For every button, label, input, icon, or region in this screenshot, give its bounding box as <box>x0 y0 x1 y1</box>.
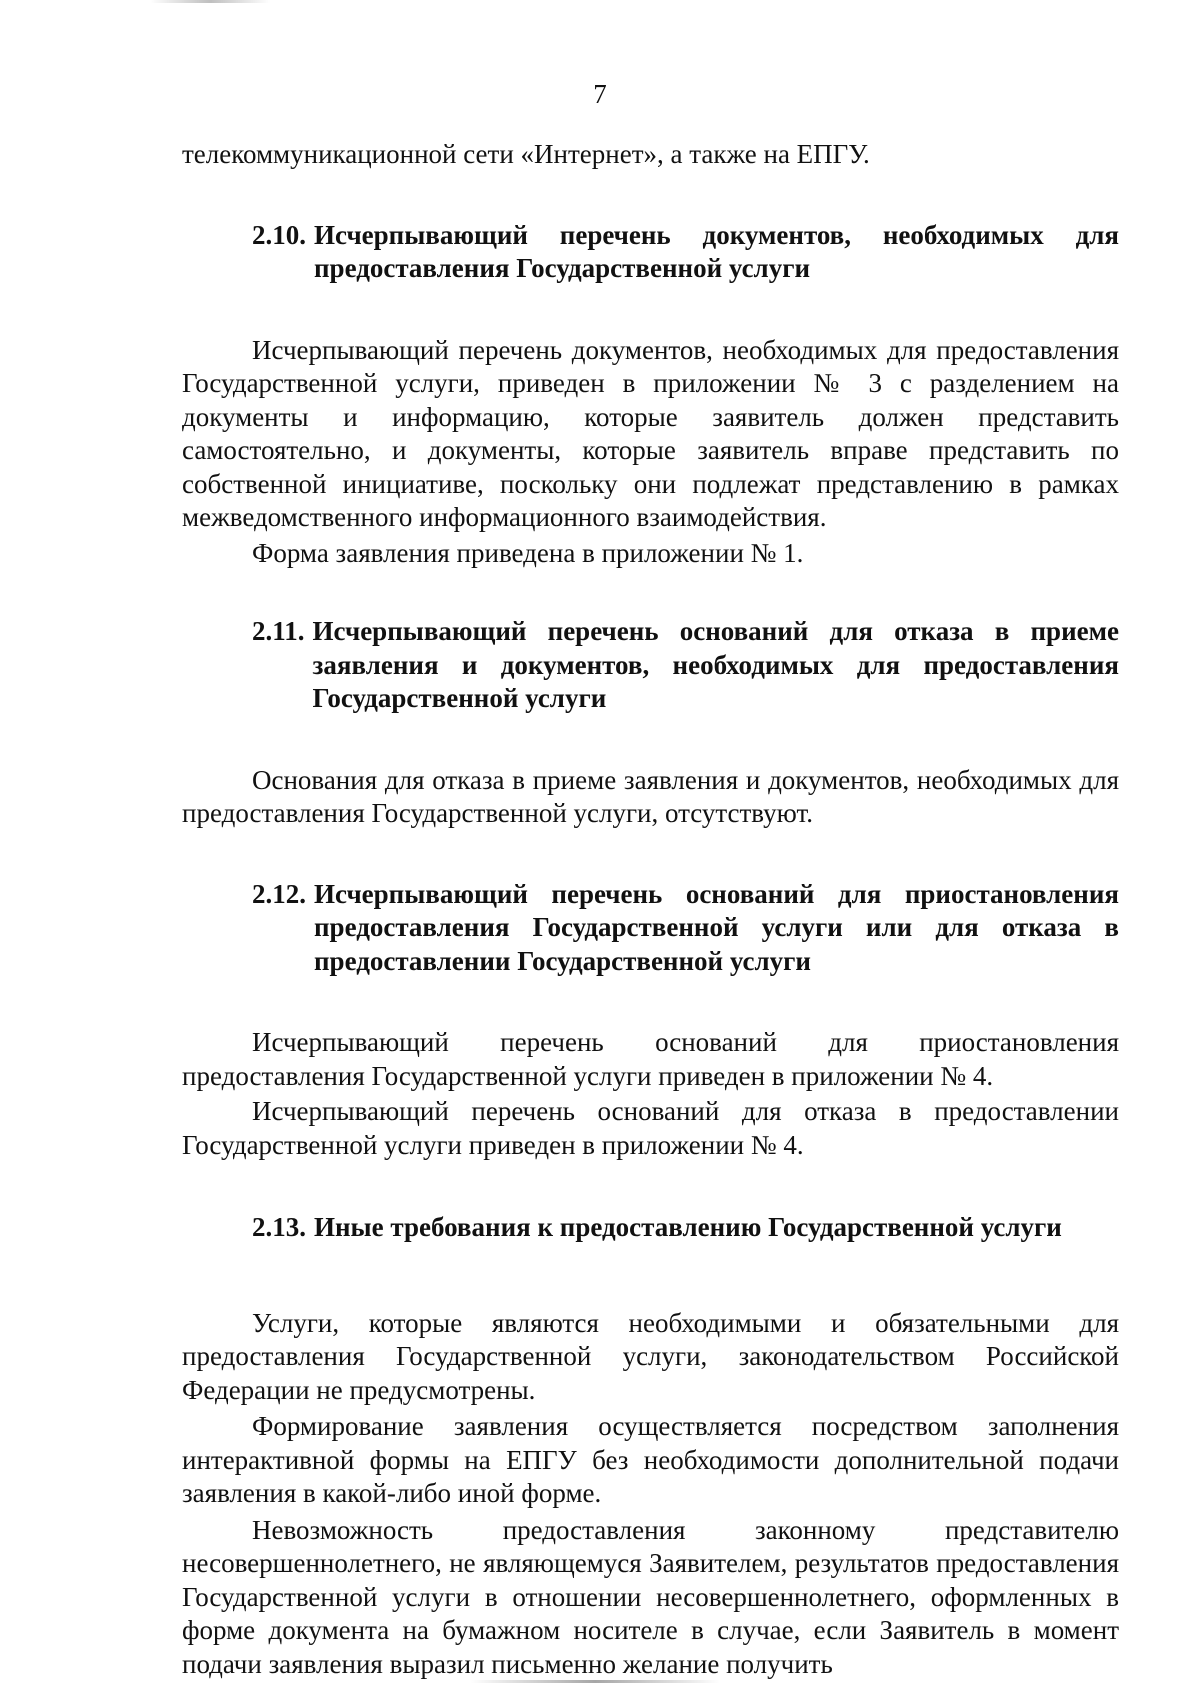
section-number: 2.11. <box>252 616 305 646</box>
paragraph: Исчерпывающий перечень оснований для приостановления предоставления Государственной услуги приведен в приложении № 4. <box>182 1027 1119 1091</box>
section-title: Исчерпывающий перечень оснований для приостановления предоставления Государственной услуги или для отказа в предоставлении Государственной услуги <box>314 878 1119 976</box>
section-number: 2.10. <box>252 219 306 250</box>
section-heading-2-12 <box>182 878 1119 979</box>
section-heading-2-11 <box>182 615 1119 716</box>
paragraph: Основания для отказа в приеме заявления и документов, необходимых для предоставления Государственной услуги, отсутствуют. <box>182 764 1119 828</box>
paragraph: Невозможность предоставления законному представителю несовершеннолетнего, не являющемуся Заявителем, результатов предоставления Государственной услуги в отношении несовершеннолетнего, оформленных в форме документа на бумажном носителе в случае, если Заявитель в момент подачи заявления выразил письменно желание получить <box>182 1514 1119 1679</box>
document-body <box>182 138 1119 1681</box>
section-title: Исчерпывающий перечень документов, необходимых для предоставления Государственной услуги <box>314 219 1119 283</box>
section-title: Иные требования к предоставлению Государственной услуги <box>314 1212 1062 1242</box>
paragraph: Исчерпывающий перечень документов, необходимых для предоставления Государственной услуги, приведен в приложении № 3 с разделением на документы и информацию, которые заявитель должен представить самостоятельно, и документы, которые заявитель вправе представить по собственной инициативе, поскольку они подлежат представлению в рамках межведомственного информационного взаимодействия. <box>182 334 1119 532</box>
paragraph: Исчерпывающий перечень оснований для отказа в предоставлении Государственной услуги приведен в приложении № 4. <box>182 1096 1119 1160</box>
paragraph: Форма заявления приведена в приложении № 1. <box>252 537 804 568</box>
scan-artifact <box>150 0 270 3</box>
section-title: Исчерпывающий перечень оснований для отказа в приеме заявления и документов, необходимых для предоставления Государственной услуги <box>312 616 1119 713</box>
section-number: 2.13. <box>252 1212 306 1242</box>
section-heading-2-13 <box>182 1211 1119 1245</box>
section-number: 2.12. <box>252 878 306 909</box>
paragraph: Формирование заявления осуществляется посредством заполнения интерактивной формы на ЕПГУ без необходимости дополнительной подачи заявления в какой-либо иной форме. <box>182 1411 1119 1508</box>
continued-paragraph: телекоммуникационной сети «Интернет», а также на ЕПГУ. <box>182 139 870 169</box>
section-heading-2-10 <box>182 219 1119 286</box>
scan-artifact <box>470 1680 720 1683</box>
page-number: 7 <box>593 79 607 109</box>
paragraph: Услуги, которые являются необходимыми и обязательными для предоставления Государственной услуги, законодательством Российской Федерации не предусмотрены. <box>182 1307 1119 1405</box>
